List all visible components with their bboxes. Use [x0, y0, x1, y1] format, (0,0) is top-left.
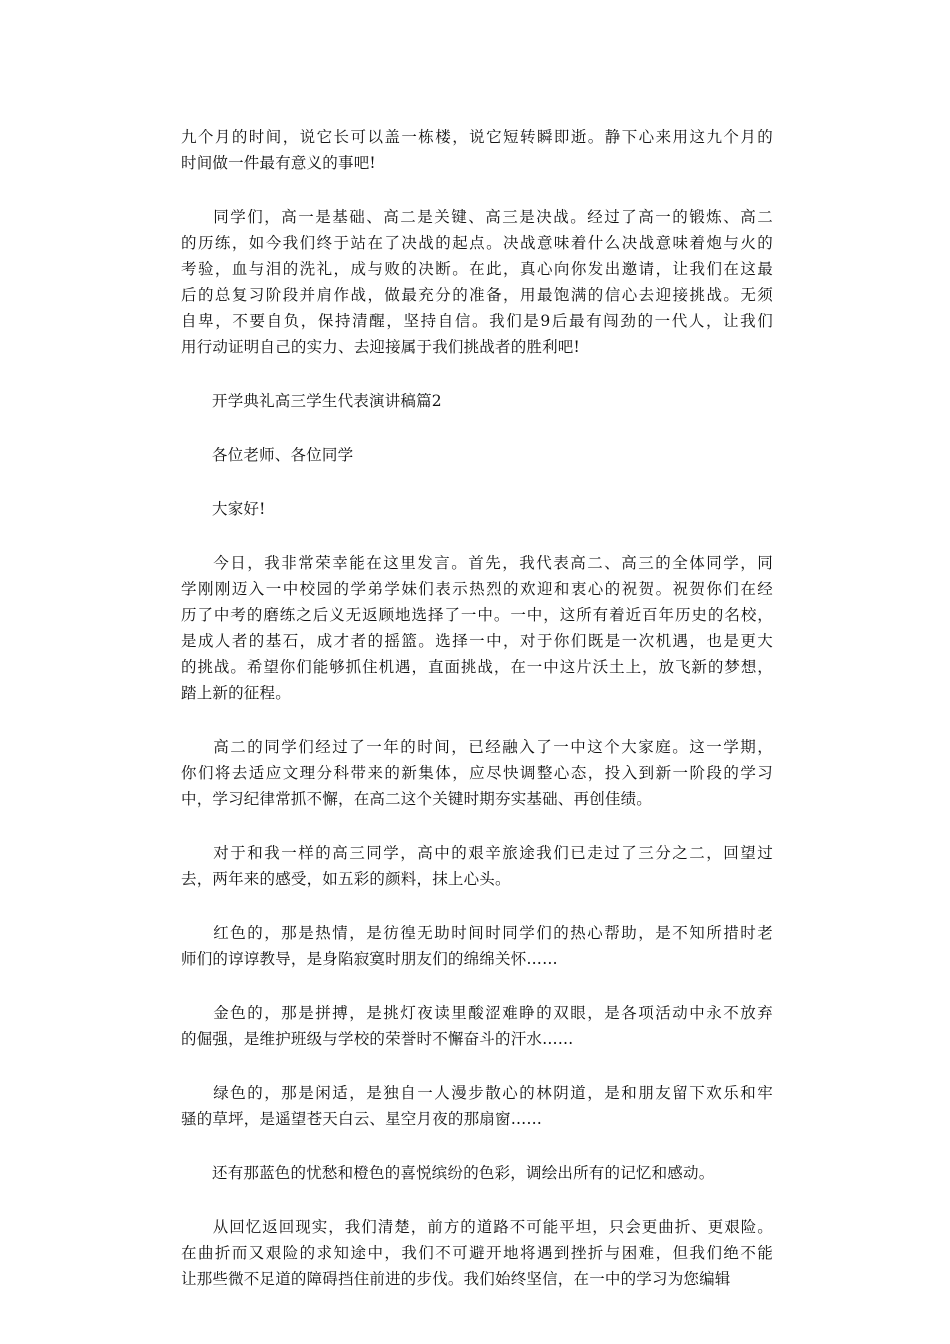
line-text: 考验，血与泪的洗礼，成与败的决断。在此，真心向你发出邀请，让我们在这最 — [181, 260, 773, 278]
line-text: 用行动证明自己的实力、去迎接属于我们挑战者的胜利吧! — [181, 338, 580, 356]
paragraph-line — [181, 786, 773, 812]
paragraph-line — [181, 920, 773, 946]
line-text: 学刚刚迈入一中校园的学弟学妹们表示热烈的欢迎和衷心的祝贺。祝贺你们在经 — [181, 580, 773, 598]
paragraph-line — [181, 496, 773, 522]
line-text: 今日，我非常荣幸能在这里发言。首先，我代表高二、高三的全体同学，同 — [212, 554, 773, 572]
paragraph-line — [181, 576, 773, 602]
paragraph-line — [181, 1240, 773, 1266]
paragraph-line — [181, 760, 773, 786]
paragraph-line — [181, 1266, 773, 1292]
paragraph-line — [181, 680, 773, 706]
paragraph-line — [181, 1026, 773, 1052]
line-text: 还有那蓝色的忧愁和橙色的喜悦缤纷的色彩，调绘出所有的记忆和感动。 — [212, 1164, 715, 1182]
line-text: 去，两年来的感受，如五彩的颜料，抹上心头。 — [181, 870, 511, 888]
paragraph-line — [181, 1214, 773, 1240]
line-text: 九个月的时间，说它长可以盖一栋楼，说它短转瞬即逝。静下心来用这九个月的 — [181, 128, 773, 146]
line-text: 你们将去适应文理分科带来的新集体，应尽快调整心态，投入到新一阶段的学习 — [181, 764, 773, 782]
paragraph-line — [181, 840, 773, 866]
paragraph — [181, 1160, 773, 1186]
paragraph — [181, 1214, 773, 1292]
line-text: 的倔强，是维护班级与学校的荣誉时不懈奋斗的汗水…… — [181, 1030, 574, 1048]
paragraph-line — [181, 1160, 773, 1186]
paragraph — [181, 124, 773, 176]
paragraph-line — [181, 946, 773, 972]
line-text: 同学们，高一是基础、高二是关键、高三是决战。经过了高一的锻炼、高二 — [212, 208, 773, 226]
paragraph-line — [181, 1080, 773, 1106]
paragraph-line — [181, 654, 773, 680]
line-text: 各位老师、各位同学 — [212, 446, 354, 464]
line-text: 对于和我一样的高三同学，高中的艰辛旅途我们已走过了三分之二，回望过 — [212, 844, 773, 862]
line-text: 后的总复习阶段并肩作战，做最充分的准备，用最饱满的信心去迎接挑战。无须 — [181, 286, 773, 304]
paragraph — [181, 920, 773, 972]
paragraph — [181, 204, 773, 360]
paragraph-line — [181, 1106, 773, 1132]
document-body — [181, 124, 773, 1320]
paragraph-line — [181, 308, 773, 334]
paragraph — [181, 734, 773, 812]
line-text: 历了中考的磨练之后义无返顾地选择了一中。一中，这所有着近百年历史的名校， — [181, 606, 773, 624]
line-text: 从回忆返回现实，我们清楚，前方的道路不可能平坦，只会更曲折、更艰险。 — [212, 1218, 773, 1236]
paragraph-line — [181, 1000, 773, 1026]
line-text: 踏上新的征程。 — [181, 684, 291, 702]
paragraph-line — [181, 602, 773, 628]
line-text: 中，学习纪律常抓不懈，在高二这个关键时期夯实基础、再创佳绩。 — [181, 790, 653, 808]
paragraph-line — [181, 734, 773, 760]
paragraph-line — [181, 124, 773, 150]
paragraph-line — [181, 204, 773, 230]
line-text: 骚的草坪，是遥望苍天白云、星空月夜的那扇窗…… — [181, 1110, 543, 1128]
paragraph — [181, 496, 773, 522]
line-text: 红色的，那是热情，是彷徨无助时间时同学们的热心帮助，是不知所措时老 — [212, 924, 773, 942]
line-text: 是成人者的基石，成才者的摇篮。选择一中，对于你们既是一次机遇，也是更大 — [181, 632, 773, 650]
paragraph-line — [181, 334, 773, 360]
line-text: 的历练，如今我们终于站在了决战的起点。决战意味着什么决战意味着炮与火的 — [181, 234, 773, 252]
paragraph — [181, 442, 773, 468]
paragraph-line — [181, 866, 773, 892]
paragraph — [181, 1000, 773, 1052]
paragraph-line — [181, 230, 773, 256]
paragraph-line — [181, 282, 773, 308]
paragraph-line — [181, 256, 773, 282]
paragraph-line — [181, 550, 773, 576]
paragraph — [181, 550, 773, 706]
line-text: 高二的同学们经过了一年的时间，已经融入了一中这个大家庭。这一学期， — [212, 738, 773, 756]
line-text: 在曲折而又艰险的求知途中，我们不可避开地将遇到挫折与困难，但我们绝不能 — [181, 1244, 773, 1262]
line-text: 绿色的，那是闲适，是独自一人漫步散心的林阴道，是和朋友留下欢乐和牢 — [212, 1084, 773, 1102]
line-text: 师们的谆谆教导，是身陷寂寞时朋友们的绵绵关怀…… — [181, 950, 558, 968]
line-text: 让那些微不足道的障碍挡住前进的步伐。我们始终坚信，在一中的学习为您编辑 — [181, 1270, 731, 1288]
line-text: 大家好! — [212, 500, 266, 518]
line-text: 的挑战。希望你们能够抓住机遇，直面挑战，在一中这片沃土上，放飞新的梦想， — [181, 658, 773, 676]
paragraph-line — [181, 150, 773, 176]
paragraph — [181, 388, 773, 414]
paragraph-line — [181, 388, 773, 414]
line-text: 时间做一件最有意义的事吧! — [181, 154, 376, 172]
line-text: 开学典礼高三学生代表演讲稿篇2 — [212, 392, 442, 410]
paragraph-line — [181, 442, 773, 468]
line-text: 金色的，那是拼搏，是挑灯夜读里酸涩难睁的双眼，是各项活动中永不放弃 — [212, 1004, 773, 1022]
paragraph — [181, 840, 773, 892]
paragraph-line — [181, 628, 773, 654]
paragraph — [181, 1080, 773, 1132]
line-text: 自卑，不要自负，保持清醒，坚持自信。我们是9后最有闯劲的一代人，让我们 — [181, 312, 773, 330]
